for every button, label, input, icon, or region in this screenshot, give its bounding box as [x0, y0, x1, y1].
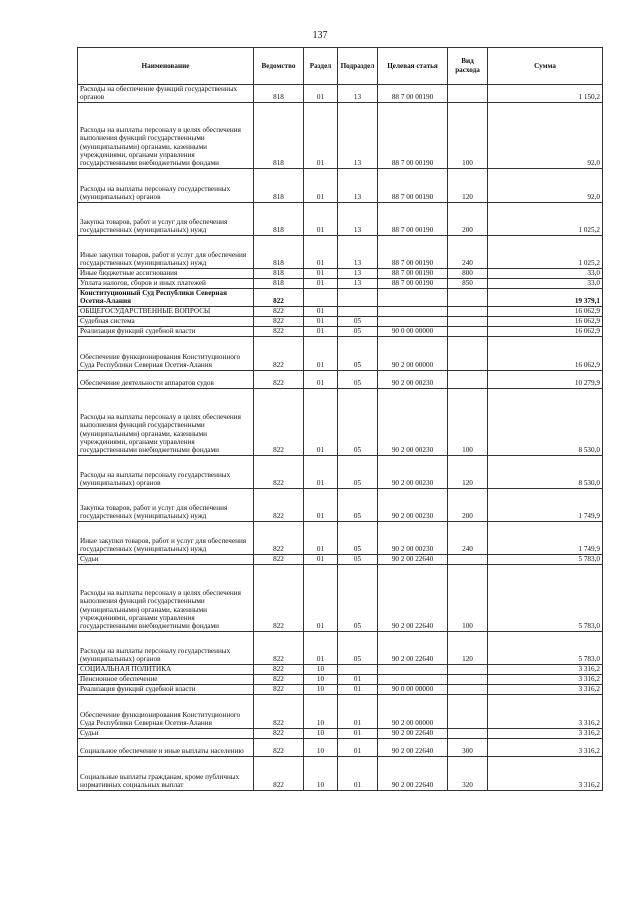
- cell-statya: 90 2 00 00000: [378, 336, 448, 370]
- cell-razdel: 01: [304, 278, 338, 288]
- table-row: [78, 326, 603, 336]
- cell-summa: 3 316,2: [488, 728, 603, 738]
- cell-podrazdel: [338, 306, 378, 316]
- cell-podrazdel: 13: [338, 85, 378, 103]
- cell-summa: 1 150,2: [488, 85, 603, 103]
- cell-vid: 240: [448, 521, 488, 554]
- cell-ved: 822: [254, 664, 304, 674]
- cell-vid: 320: [448, 756, 488, 790]
- cell-summa: 16 062,9: [488, 336, 603, 370]
- cell-name: Судебная система: [78, 316, 254, 326]
- cell-statya: 90 2 00 00230: [378, 488, 448, 521]
- cell-ved: 818: [254, 268, 304, 278]
- cell-razdel: 10: [304, 694, 338, 728]
- cell-vid: [448, 336, 488, 370]
- table-body: [78, 85, 603, 791]
- cell-summa: 33,0: [488, 268, 603, 278]
- header-ved: Ведомство: [254, 48, 304, 85]
- cell-razdel: 01: [304, 235, 338, 268]
- cell-vid: [448, 554, 488, 564]
- cell-podrazdel: 05: [338, 336, 378, 370]
- cell-razdel: 01: [304, 336, 338, 370]
- cell-vid: 100: [448, 564, 488, 631]
- table-row: [78, 455, 603, 488]
- cell-ved: 818: [254, 202, 304, 235]
- cell-vid: 240: [448, 235, 488, 268]
- cell-summa: 3 316,2: [488, 674, 603, 684]
- cell-ved: 822: [254, 316, 304, 326]
- cell-summa: 10 279,9: [488, 370, 603, 388]
- cell-name: СОЦИАЛЬНАЯ ПОЛИТИКА: [78, 664, 254, 674]
- header-statya: Целевая статья: [378, 48, 448, 85]
- cell-statya: [378, 306, 448, 316]
- table-row: [78, 235, 603, 268]
- cell-razdel: 10: [304, 684, 338, 694]
- cell-summa: 3 316,2: [488, 694, 603, 728]
- header-summa: Сумма: [488, 48, 603, 85]
- cell-razdel: 01: [304, 388, 338, 455]
- cell-podrazdel: 01: [338, 674, 378, 684]
- cell-podrazdel: 13: [338, 235, 378, 268]
- cell-name: Расходы на выплаты персоналу государственных (муниципальных) органов: [78, 631, 254, 664]
- cell-vid: [448, 288, 488, 306]
- table-row: [78, 738, 603, 756]
- cell-razdel: 01: [304, 326, 338, 336]
- cell-summa: 8 530,0: [488, 388, 603, 455]
- cell-summa: 5 783,0: [488, 564, 603, 631]
- table-row: [78, 756, 603, 790]
- cell-razdel: 01: [304, 306, 338, 316]
- cell-ved: 822: [254, 288, 304, 306]
- cell-name: Закупка товаров, работ и услуг для обеспечения государственных (муниципальных) нужд: [78, 488, 254, 521]
- cell-name: Расходы на выплаты персоналу государственных (муниципальных) органов: [78, 168, 254, 202]
- cell-ved: 822: [254, 554, 304, 564]
- table-row: [78, 168, 603, 202]
- cell-name: Уплата налогов, сборов и иных платежей: [78, 278, 254, 288]
- cell-statya: 90 2 00 22640: [378, 756, 448, 790]
- cell-statya: 88 7 00 00190: [378, 102, 448, 168]
- cell-ved: 822: [254, 306, 304, 316]
- cell-summa: 33,0: [488, 278, 603, 288]
- cell-statya: 90 2 00 22640: [378, 564, 448, 631]
- cell-name: Расходы на выплаты персоналу в целях обеспечения выполнения функций государственными (муниципальными) органами, казенными учреждениями, органами управления государственными внебюджетными фондами: [78, 102, 254, 168]
- cell-statya: 90 2 00 22640: [378, 738, 448, 756]
- cell-summa: 3 316,2: [488, 756, 603, 790]
- cell-statya: 90 2 00 00230: [378, 370, 448, 388]
- cell-vid: [448, 674, 488, 684]
- cell-name: Судьи: [78, 728, 254, 738]
- cell-razdel: 01: [304, 268, 338, 278]
- cell-summa: 5 783,0: [488, 554, 603, 564]
- cell-razdel: 10: [304, 728, 338, 738]
- table-row: [78, 316, 603, 326]
- cell-statya: [378, 664, 448, 674]
- cell-podrazdel: 01: [338, 684, 378, 694]
- cell-ved: 822: [254, 684, 304, 694]
- cell-summa: 8 530,0: [488, 455, 603, 488]
- cell-vid: 800: [448, 268, 488, 278]
- cell-summa: 1 025,2: [488, 202, 603, 235]
- cell-name: Социальные выплаты гражданам, кроме публичных нормативных социальных выплат: [78, 756, 254, 790]
- cell-razdel: 01: [304, 370, 338, 388]
- cell-statya: 90 2 00 00230: [378, 521, 448, 554]
- cell-podrazdel: 05: [338, 316, 378, 326]
- cell-ved: 822: [254, 674, 304, 684]
- cell-ved: 822: [254, 336, 304, 370]
- cell-ved: 822: [254, 738, 304, 756]
- cell-podrazdel: 01: [338, 694, 378, 728]
- cell-ved: 822: [254, 728, 304, 738]
- header-name: Наименование: [78, 48, 254, 85]
- cell-podrazdel: 01: [338, 738, 378, 756]
- cell-podrazdel: 05: [338, 564, 378, 631]
- page-number: 137: [312, 30, 328, 41]
- cell-summa: 92,0: [488, 102, 603, 168]
- table-row: [78, 664, 603, 674]
- cell-razdel: [304, 288, 338, 306]
- cell-statya: 90 0 00 00000: [378, 326, 448, 336]
- cell-vid: [448, 728, 488, 738]
- cell-name: Иные закупки товаров, работ и услуг для обеспечения государственных (муниципальных) нужд: [78, 521, 254, 554]
- cell-podrazdel: 13: [338, 102, 378, 168]
- cell-podrazdel: [338, 664, 378, 674]
- cell-razdel: 01: [304, 564, 338, 631]
- cell-name: Расходы на выплаты персоналу в целях обеспечения выполнения функций государственными (муниципальными) органами, казенными учреждениями, органами управления государственными внебюджетными фондами: [78, 564, 254, 631]
- cell-summa: 19 379,1: [488, 288, 603, 306]
- cell-podrazdel: 05: [338, 631, 378, 664]
- cell-name: Реализация функций судебной власти: [78, 684, 254, 694]
- cell-summa: 3 316,2: [488, 684, 603, 694]
- cell-statya: 88 7 00 00190: [378, 235, 448, 268]
- cell-statya: [378, 288, 448, 306]
- cell-name: Судьи: [78, 554, 254, 564]
- cell-name: Конституционный Суд Республики Северная Осетия-Алания: [78, 288, 254, 306]
- table-row: [78, 674, 603, 684]
- cell-statya: 90 2 00 22640: [378, 554, 448, 564]
- table-row: [78, 336, 603, 370]
- cell-name: Обеспечение деятельности аппаратов судов: [78, 370, 254, 388]
- table-row: [78, 288, 603, 306]
- cell-summa: 5 783,0: [488, 631, 603, 664]
- cell-podrazdel: 13: [338, 202, 378, 235]
- cell-name: Иные закупки товаров, работ и услуг для обеспечения государственных (муниципальных) нужд: [78, 235, 254, 268]
- cell-vid: 120: [448, 455, 488, 488]
- cell-summa: 16 062,9: [488, 316, 603, 326]
- cell-name: Реализация функций судебной власти: [78, 326, 254, 336]
- cell-podrazdel: 05: [338, 370, 378, 388]
- cell-vid: [448, 326, 488, 336]
- cell-name: Расходы на выплаты персоналу в целях обеспечения выполнения функций государственными (муниципальными) органами, казенными учреждениями, органами управления государственными внебюджетными фондами: [78, 388, 254, 455]
- cell-ved: 818: [254, 168, 304, 202]
- cell-podrazdel: 13: [338, 268, 378, 278]
- table-row: [78, 684, 603, 694]
- table-row: [78, 306, 603, 316]
- cell-vid: 100: [448, 388, 488, 455]
- cell-podrazdel: 01: [338, 756, 378, 790]
- cell-statya: 88 7 00 00190: [378, 85, 448, 103]
- cell-ved: 822: [254, 564, 304, 631]
- cell-razdel: 01: [304, 631, 338, 664]
- cell-ved: 818: [254, 85, 304, 103]
- cell-podrazdel: 13: [338, 168, 378, 202]
- cell-ved: 822: [254, 631, 304, 664]
- cell-statya: 90 2 00 00230: [378, 388, 448, 455]
- cell-statya: 88 7 00 00190: [378, 202, 448, 235]
- cell-razdel: 01: [304, 85, 338, 103]
- cell-name: ОБЩЕГОСУДАРСТВЕННЫЕ ВОПРОСЫ: [78, 306, 254, 316]
- header-razdel: Раздел: [304, 48, 338, 85]
- cell-podrazdel: 05: [338, 488, 378, 521]
- cell-vid: [448, 85, 488, 103]
- cell-podrazdel: 01: [338, 728, 378, 738]
- cell-podrazdel: 13: [338, 278, 378, 288]
- cell-podrazdel: 05: [338, 521, 378, 554]
- cell-vid: [448, 370, 488, 388]
- cell-ved: 822: [254, 326, 304, 336]
- table-row: [78, 268, 603, 278]
- cell-name: Обеспечение функционирования Конституционного Суда Республики Северная Осетия-Алания: [78, 336, 254, 370]
- cell-summa: 3 316,2: [488, 664, 603, 674]
- cell-vid: [448, 684, 488, 694]
- cell-statya: 88 7 00 00190: [378, 278, 448, 288]
- cell-vid: [448, 316, 488, 326]
- cell-podrazdel: 05: [338, 326, 378, 336]
- table-row: [78, 202, 603, 235]
- table-row: [78, 521, 603, 554]
- cell-razdel: 01: [304, 168, 338, 202]
- table-row: [78, 102, 603, 168]
- cell-summa: 16 062,9: [488, 306, 603, 316]
- cell-vid: 200: [448, 488, 488, 521]
- cell-name: Расходы на выплаты персоналу государственных (муниципальных) органов: [78, 455, 254, 488]
- table-header-row: [78, 48, 603, 85]
- cell-podrazdel: [338, 288, 378, 306]
- table-row: [78, 631, 603, 664]
- cell-razdel: 01: [304, 202, 338, 235]
- cell-statya: 88 7 00 00190: [378, 168, 448, 202]
- cell-razdel: 01: [304, 102, 338, 168]
- cell-ved: 822: [254, 488, 304, 521]
- table-row: [78, 564, 603, 631]
- cell-razdel: 10: [304, 664, 338, 674]
- header-podrazdel: Подраздел: [338, 48, 378, 85]
- cell-name: Расходы на обеспечение функций государственных органов: [78, 85, 254, 103]
- cell-vid: [448, 694, 488, 728]
- table-row: [78, 370, 603, 388]
- cell-razdel: 01: [304, 455, 338, 488]
- table-row: [78, 388, 603, 455]
- cell-summa: 92,0: [488, 168, 603, 202]
- cell-ved: 822: [254, 455, 304, 488]
- cell-statya: 88 7 00 00190: [378, 268, 448, 278]
- cell-statya: 90 2 00 00000: [378, 694, 448, 728]
- cell-razdel: 01: [304, 488, 338, 521]
- cell-vid: [448, 664, 488, 674]
- table-row: [78, 278, 603, 288]
- cell-vid: 120: [448, 168, 488, 202]
- cell-ved: 822: [254, 756, 304, 790]
- cell-summa: 3 316,2: [488, 738, 603, 756]
- cell-summa: 1 749,9: [488, 521, 603, 554]
- cell-ved: 818: [254, 102, 304, 168]
- cell-statya: 90 2 00 22640: [378, 728, 448, 738]
- cell-ved: 822: [254, 370, 304, 388]
- cell-statya: [378, 316, 448, 326]
- table-row: [78, 85, 603, 103]
- cell-vid: 100: [448, 102, 488, 168]
- table-row: [78, 488, 603, 521]
- cell-razdel: 01: [304, 554, 338, 564]
- cell-summa: 1 025,2: [488, 235, 603, 268]
- cell-vid: [448, 306, 488, 316]
- cell-statya: 90 2 00 22640: [378, 631, 448, 664]
- cell-summa: 1 749,9: [488, 488, 603, 521]
- cell-razdel: 10: [304, 738, 338, 756]
- cell-ved: 822: [254, 694, 304, 728]
- cell-name: Социальное обеспечение и иные выплаты населению: [78, 738, 254, 756]
- cell-ved: 818: [254, 235, 304, 268]
- table-row: [78, 554, 603, 564]
- cell-razdel: 01: [304, 521, 338, 554]
- cell-statya: 90 0 00 00000: [378, 684, 448, 694]
- cell-name: Иные бюджетные ассигнования: [78, 268, 254, 278]
- cell-ved: 822: [254, 521, 304, 554]
- cell-name: Закупка товаров, работ и услуг для обеспечения государственных (муниципальных) нужд: [78, 202, 254, 235]
- table-row: [78, 728, 603, 738]
- cell-ved: 822: [254, 388, 304, 455]
- table-row: [78, 694, 603, 728]
- header-vid: Вид расхода: [448, 48, 488, 85]
- cell-name: Пенсионное обеспечение: [78, 674, 254, 684]
- cell-statya: [378, 674, 448, 684]
- cell-summa: 16 062,9: [488, 326, 603, 336]
- cell-statya: 90 2 00 00230: [378, 455, 448, 488]
- cell-vid: 300: [448, 738, 488, 756]
- cell-podrazdel: 05: [338, 554, 378, 564]
- cell-vid: 850: [448, 278, 488, 288]
- cell-podrazdel: 05: [338, 388, 378, 455]
- cell-razdel: 10: [304, 756, 338, 790]
- cell-name: Обеспечение функционирования Конституционного Суда Республики Северная Осетия-Алания: [78, 694, 254, 728]
- budget-table: [77, 47, 603, 791]
- cell-razdel: 10: [304, 674, 338, 684]
- cell-razdel: 01: [304, 316, 338, 326]
- cell-podrazdel: 05: [338, 455, 378, 488]
- cell-ved: 818: [254, 278, 304, 288]
- cell-vid: 200: [448, 202, 488, 235]
- cell-vid: 120: [448, 631, 488, 664]
